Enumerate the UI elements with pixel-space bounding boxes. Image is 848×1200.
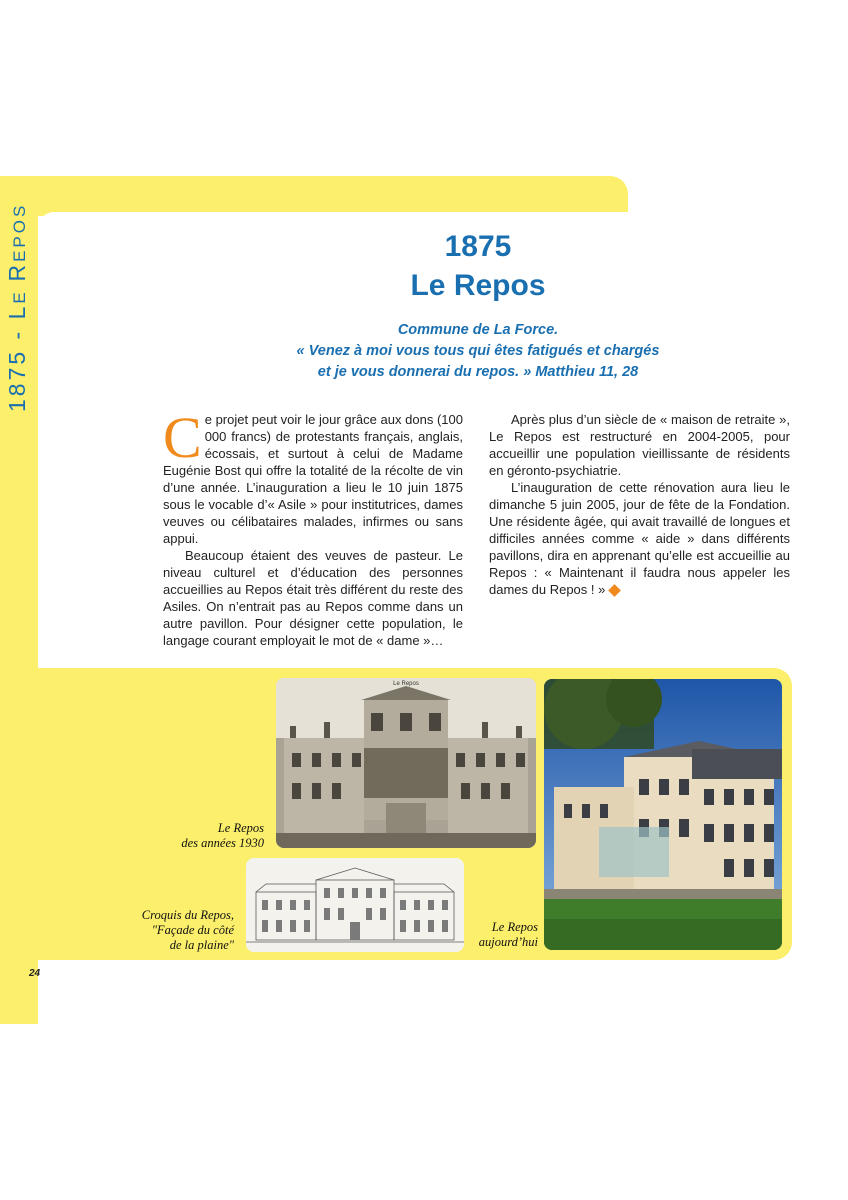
caption-today: Le Repos aujourd’hui <box>478 920 538 949</box>
modern-building-illustration <box>544 679 782 950</box>
sketch-repos-facade <box>246 858 464 952</box>
caption-1930: Le Repos des années 1930 <box>181 821 264 850</box>
page-title: Le Repos <box>410 269 546 302</box>
epigraph-line-3: et je vous donnerai du repos. » Matthieu 11, 28 <box>317 364 639 380</box>
old-building-illustration <box>276 678 536 848</box>
right-paragraph-1: Après plus d’un siècle de « maison de retraite », Le Repos est restructuré en 2004-2005, pour accueillir une population vieillissante de résidents en géronto-psychiatrie. <box>489 412 790 478</box>
sketch-illustration <box>246 858 464 952</box>
right-paragraph-2: L’inauguration de cette rénovation aura lieu le dimanche 5 juin 2005, jour de fête de la Fondation. Une résidente âgée, qui avait travaillé de longues et difficiles années comme « aide » dans différents pavillons, dira en apprenant qu’elle est accueillie au Repos : « Maintenant il faudra nous appeler les dames du Repos ! » <box>489 480 790 597</box>
caption-sketch: Croquis du Repos, "Façade du côté de la plaine" <box>141 908 234 952</box>
epigraph-line-1: Commune de La Force. <box>397 322 559 338</box>
sidebar-chapter-title: 1875 - LE REPOS <box>4 202 30 412</box>
left-paragraph-2: Beaucoup étaient des veuves de pasteur. Le niveau culturel et d’éducation des personnes accueillies au Repos était très différent du reste des Asiles. On n’entrait pas au Repos comme dans un autre pavillon. Pour désigner cette population, le langage courant employait le mot de « dame »… <box>163 548 463 648</box>
end-diamond-icon <box>608 584 621 597</box>
left-paragraph-1: e projet peut voir le jour grâce aux dons (100 000 francs) de protestants français, anglais, écossais, et surtout à celui de Madame Eugénie Bost qui offre la totalité de la récolte de vin d’une année. L’inauguration a lieu le 10 juin 1875 sous le vocable d’« Asile » pour institutrices, dames veuves ou célibataires malades, infirmes ou sans appui. <box>163 412 463 546</box>
photo-repos-today <box>544 679 782 950</box>
right-text-column <box>489 411 790 598</box>
page-year: 1875 <box>444 230 512 263</box>
epigraph-line-2: « Venez à moi vous tous qui êtes fatigués et chargés <box>296 343 660 359</box>
drop-cap: C <box>163 405 202 470</box>
photo-repos-1930 <box>276 678 536 848</box>
page-number: 24 <box>29 968 41 979</box>
old-photo-inscription: Le Repos <box>393 681 419 687</box>
left-text-column <box>163 405 463 649</box>
